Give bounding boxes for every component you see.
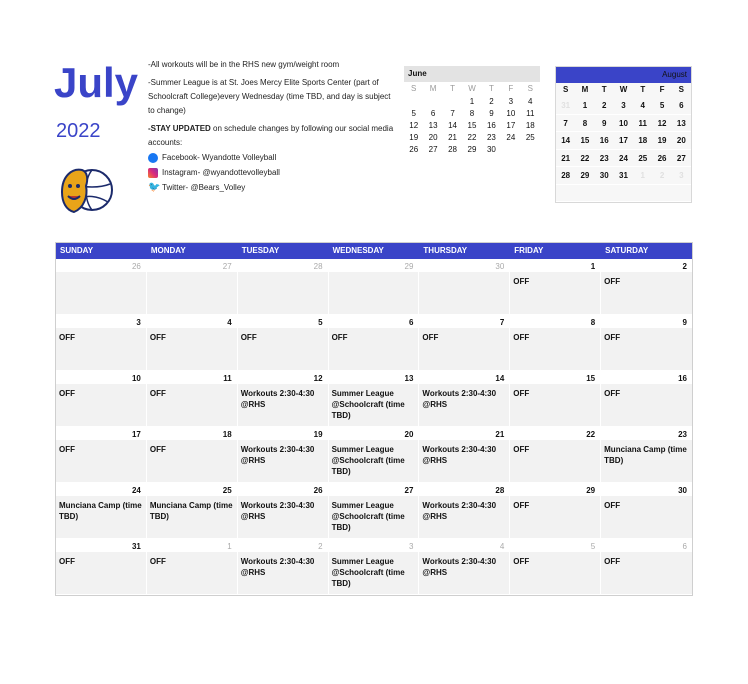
day-event: OFF	[240, 333, 257, 342]
calendar-day-cell[interactable]	[147, 539, 238, 595]
day-number: 28	[419, 483, 509, 496]
june-day	[423, 96, 442, 108]
calendar-day-cell[interactable]	[601, 371, 692, 427]
calendar-week	[56, 483, 692, 539]
june-mini-calendar	[404, 66, 540, 156]
day-header-wednesday: WEDNESDAY	[332, 246, 384, 255]
day-number: 18	[147, 427, 237, 440]
august-day-header: F	[659, 85, 665, 94]
august-day-header: T	[601, 85, 607, 94]
day-number: 5	[238, 315, 328, 328]
june-day: 20	[428, 133, 438, 142]
day-event: Workouts 2:30-4:30 @RHS	[422, 557, 497, 577]
june-day: 26	[409, 145, 419, 154]
august-day-header: T	[640, 85, 646, 94]
day-number: 2	[601, 259, 692, 272]
day-number: 13	[329, 371, 419, 384]
day-number: 29	[510, 483, 600, 496]
day-number: 17	[56, 427, 146, 440]
day-number: 20	[329, 427, 419, 440]
day-number: 27	[329, 483, 419, 496]
june-day: 11	[526, 109, 535, 118]
june-day: 29	[467, 145, 477, 154]
june-day: 8	[469, 109, 475, 118]
august-day-header: M	[581, 85, 589, 94]
note-stay-updated	[148, 122, 398, 150]
day-event: OFF	[149, 557, 166, 566]
calendar-day-cell[interactable]	[56, 371, 147, 427]
month-title: July	[54, 59, 139, 106]
june-day: 10	[506, 109, 516, 118]
august-day: 22	[575, 150, 594, 168]
day-event: Summer League @Schoolcraft (time TBD)	[331, 557, 405, 588]
august-day: 4	[633, 97, 652, 115]
june-day-header: W	[468, 84, 476, 93]
day-number: 4	[147, 315, 237, 328]
calendar-day-cell[interactable]	[329, 259, 420, 315]
august-day: 27	[672, 150, 691, 168]
august-day: 3	[672, 167, 691, 185]
day-number: 3	[56, 315, 146, 328]
june-grid	[404, 84, 540, 156]
calendar-day-cell[interactable]	[147, 259, 238, 315]
august-day: 14	[556, 132, 575, 150]
august-title: August	[556, 67, 691, 83]
calendar-day-cell[interactable]	[601, 259, 692, 315]
twitter-icon: 🐦	[148, 181, 161, 193]
august-day: 29	[575, 167, 594, 185]
day-event: Workouts 2:30-4:30 @RHS	[422, 501, 497, 521]
august-day: 12	[652, 115, 671, 133]
june-day-header: T	[488, 84, 494, 93]
august-day: 20	[672, 132, 691, 150]
day-event: OFF	[513, 445, 530, 454]
august-day-header: S	[562, 85, 569, 94]
day-event: OFF	[604, 333, 621, 342]
august-day: 24	[614, 150, 633, 168]
day-number: 15	[510, 371, 600, 384]
day-number: 31	[56, 539, 146, 552]
social-twitter[interactable]	[148, 180, 398, 195]
june-day: 2	[489, 97, 494, 106]
august-day: 16	[595, 132, 614, 150]
calendar-day-cell[interactable]	[147, 483, 238, 539]
june-day: 25	[525, 133, 535, 142]
facebook-icon	[148, 153, 158, 163]
day-event: Munciana Camp (time TBD)	[604, 445, 687, 465]
day-number: 6	[601, 539, 692, 552]
day-event: Summer League @Schoolcraft (time TBD)	[331, 389, 405, 420]
day-header-tuesday: TUESDAY	[241, 246, 280, 255]
june-day: 23	[486, 133, 496, 142]
august-day: 10	[614, 115, 633, 133]
day-number: 29	[329, 259, 419, 272]
day-header-monday: MONDAY	[150, 246, 186, 255]
calendar-day-cell[interactable]	[510, 539, 601, 595]
year-title: 2022	[56, 120, 101, 142]
day-event: Munciana Camp (time TBD)	[59, 501, 142, 521]
day-event: OFF	[513, 277, 530, 286]
day-header-saturday: SATURDAY	[605, 246, 649, 255]
day-event: Summer League @Schoolcraft (time TBD)	[331, 501, 405, 532]
june-day: 14	[448, 121, 458, 130]
august-day: 17	[614, 132, 633, 150]
day-number: 12	[238, 371, 328, 384]
june-day: 22	[467, 133, 477, 142]
june-day: 15	[467, 121, 477, 130]
day-event: OFF	[149, 389, 166, 398]
august-day: 2	[652, 167, 671, 185]
day-number: 24	[56, 483, 146, 496]
day-event	[329, 272, 419, 280]
day-event: OFF	[513, 333, 530, 342]
august-day: 3	[614, 97, 633, 115]
calendar-day-cell[interactable]	[510, 259, 601, 315]
calendar-day-cell[interactable]	[419, 315, 510, 371]
august-day-header: S	[678, 85, 685, 94]
august-day: 21	[556, 150, 575, 168]
day-event: OFF	[149, 333, 166, 342]
day-event: Summer League @Schoolcraft (time TBD)	[331, 445, 405, 476]
calendar-day-cell[interactable]	[238, 539, 329, 595]
june-title: June	[404, 66, 540, 82]
calendar-body	[56, 259, 692, 595]
august-day: 1	[633, 167, 652, 185]
social-instagram[interactable]	[148, 165, 398, 180]
stay-updated-label: -STAY UPDATED	[148, 124, 211, 133]
instagram-icon	[148, 168, 158, 178]
day-event: OFF	[149, 445, 166, 454]
june-day: 5	[411, 109, 416, 118]
day-event: OFF	[59, 445, 75, 454]
calendar-day-cell[interactable]	[510, 315, 601, 371]
day-number: 16	[601, 371, 692, 384]
day-number: 7	[419, 315, 509, 328]
june-day: 27	[428, 145, 438, 154]
day-number: 19	[238, 427, 328, 440]
june-day: 12	[409, 121, 419, 130]
calendar-day-cell[interactable]	[56, 427, 147, 483]
day-number: 27	[147, 259, 237, 272]
day-number: 30	[419, 259, 509, 272]
calendar-day-cell[interactable]	[147, 427, 238, 483]
calendar-day-cell[interactable]	[601, 539, 692, 595]
note-gym: -All workouts will be in the RHS new gym/weight room	[148, 60, 340, 69]
august-day: 7	[556, 115, 575, 133]
june-day: 16	[486, 121, 496, 130]
stay-updated-text: on schedule changes by following our social media accounts:	[148, 124, 394, 147]
june-day	[501, 144, 520, 156]
calendar-day-cell[interactable]	[329, 427, 420, 483]
calendar-day-cell[interactable]	[238, 371, 329, 427]
day-event: OFF	[604, 389, 621, 398]
calendar-day-cell[interactable]	[419, 427, 510, 483]
august-day	[575, 185, 594, 203]
august-day: 13	[672, 115, 691, 133]
calendar-day-cell[interactable]	[419, 539, 510, 595]
bear-volleyball-logo-icon	[58, 162, 114, 218]
june-day-header: S	[527, 84, 533, 93]
calendar-day-cell[interactable]	[147, 315, 238, 371]
june-day: 18	[525, 121, 535, 130]
day-event: OFF	[604, 277, 621, 286]
calendar-day-cell[interactable]	[510, 371, 601, 427]
june-day	[521, 144, 540, 156]
august-day	[633, 185, 652, 203]
calendar-day-cell[interactable]	[56, 539, 147, 595]
day-number: 10	[56, 371, 146, 384]
calendar-day-cell[interactable]	[238, 483, 329, 539]
august-day: 31	[556, 97, 575, 115]
day-number: 8	[510, 315, 600, 328]
day-number: 30	[601, 483, 692, 496]
june-day-header: M	[429, 84, 437, 93]
day-event: OFF	[59, 557, 75, 566]
june-day: 28	[448, 145, 458, 154]
calendar-day-cell[interactable]	[329, 539, 420, 595]
august-day: 25	[633, 150, 652, 168]
calendar-week	[56, 371, 692, 427]
calendar-day-cell[interactable]	[329, 315, 420, 371]
calendar-week	[56, 259, 692, 315]
june-day: 24	[506, 133, 516, 142]
june-day: 17	[506, 121, 516, 130]
june-day-header: F	[508, 84, 514, 93]
day-event	[238, 272, 328, 280]
day-event: Workouts 2:30-4:30 @RHS	[422, 389, 497, 409]
day-event	[147, 272, 237, 280]
day-event: Workouts 2:30-4:30 @RHS	[240, 501, 315, 521]
august-day: 31	[614, 167, 633, 185]
august-day	[614, 185, 633, 203]
day-event: OFF	[513, 389, 530, 398]
june-day: 1	[469, 97, 475, 106]
day-event: Munciana Camp (time TBD)	[149, 501, 233, 521]
day-event	[419, 272, 509, 280]
august-day: 8	[575, 115, 594, 133]
august-day: 23	[595, 150, 614, 168]
august-day: 18	[633, 132, 652, 150]
june-day: 19	[409, 133, 419, 142]
calendar-day-cell[interactable]	[329, 483, 420, 539]
day-number: 9	[601, 315, 692, 328]
day-event: OFF	[604, 501, 621, 510]
calendar-day-cell[interactable]	[56, 259, 147, 315]
calendar-day-cell[interactable]	[238, 315, 329, 371]
august-day: 26	[652, 150, 671, 168]
schedule-notes	[148, 58, 398, 195]
calendar-week	[56, 427, 692, 483]
day-event: OFF	[604, 557, 621, 566]
july-calendar	[55, 242, 693, 596]
twitter-text: Twitter- @Bears_Volley	[162, 182, 246, 192]
day-number: 4	[419, 539, 509, 552]
day-number: 14	[419, 371, 509, 384]
day-number: 21	[419, 427, 509, 440]
june-day-header: T	[450, 84, 455, 93]
day-number: 6	[329, 315, 419, 328]
june-day	[404, 96, 423, 108]
august-day: 11	[633, 115, 652, 133]
august-day: 6	[672, 97, 691, 115]
day-event: OFF	[331, 333, 348, 342]
instagram-text: Instagram- @wyandottevolleyball	[162, 167, 280, 177]
calendar-day-cell[interactable]	[510, 483, 601, 539]
day-number: 25	[147, 483, 237, 496]
calendar-day-cell[interactable]	[147, 371, 238, 427]
day-event: OFF	[513, 557, 530, 566]
day-event: Workouts 2:30-4:30 @RHS	[240, 445, 315, 465]
day-event: OFF	[59, 333, 75, 342]
day-event: Workouts 2:30-4:30 @RHS	[240, 557, 315, 577]
june-day: 7	[450, 109, 455, 118]
august-day	[595, 185, 614, 203]
calendar-day-cell[interactable]	[56, 315, 147, 371]
august-mini-calendar	[555, 66, 692, 203]
social-facebook[interactable]	[148, 150, 398, 165]
day-number: 26	[56, 259, 146, 272]
august-day	[652, 185, 671, 203]
day-event: Workouts 2:30-4:30 @RHS	[240, 389, 315, 409]
day-event	[56, 272, 146, 280]
calendar-day-cell[interactable]	[601, 427, 692, 483]
june-day: 3	[508, 97, 514, 106]
calendar-day-cell[interactable]	[601, 483, 692, 539]
calendar-day-cell[interactable]	[329, 371, 420, 427]
day-number: 28	[238, 259, 328, 272]
june-day: 6	[430, 109, 436, 118]
day-number: 5	[510, 539, 600, 552]
calendar-day-cell[interactable]	[419, 259, 510, 315]
day-number: 26	[238, 483, 328, 496]
calendar-week	[56, 539, 692, 595]
calendar-day-cell[interactable]	[56, 483, 147, 539]
calendar-week	[56, 315, 692, 371]
june-day: 4	[528, 97, 533, 106]
day-number: 22	[510, 427, 600, 440]
calendar-day-cell[interactable]	[510, 427, 601, 483]
june-day	[443, 96, 462, 108]
calendar-day-cell[interactable]	[601, 315, 692, 371]
calendar-day-cell[interactable]	[238, 259, 329, 315]
day-event: OFF	[513, 501, 530, 510]
day-number: 1	[510, 259, 600, 272]
day-number: 11	[147, 371, 237, 384]
day-header-thursday: THURSDAY	[423, 246, 468, 255]
august-day	[556, 185, 575, 203]
august-day: 30	[595, 167, 614, 185]
june-day: 13	[428, 121, 438, 130]
day-header-friday: FRIDAY	[514, 246, 544, 255]
note-summer-league: -Summer League is at St. Joes Mercy Elite Sports Center (part of Schoolcraft College)every Wednesday (time TBD, and day is subject to change)	[148, 78, 391, 115]
june-day: 21	[448, 133, 458, 142]
day-header-sunday: SUNDAY	[60, 246, 94, 255]
day-event: OFF	[59, 389, 75, 398]
day-number: 2	[238, 539, 328, 552]
calendar-day-headers	[56, 243, 692, 259]
august-day: 1	[575, 97, 594, 115]
day-event: Workouts 2:30-4:30 @RHS	[422, 445, 497, 465]
calendar-day-cell[interactable]	[238, 427, 329, 483]
day-number: 23	[601, 427, 692, 440]
august-day-header: W	[619, 85, 628, 94]
june-day: 9	[489, 109, 494, 118]
august-day: 28	[556, 167, 575, 185]
facebook-text: Facebook- Wyandotte Volleyball	[162, 152, 277, 162]
calendar-day-cell[interactable]	[419, 483, 510, 539]
calendar-day-cell[interactable]	[419, 371, 510, 427]
june-day-header: S	[411, 84, 417, 93]
day-event: OFF	[422, 333, 439, 342]
august-day	[672, 185, 691, 203]
august-day: 5	[652, 97, 671, 115]
august-day: 15	[575, 132, 594, 150]
august-day: 2	[595, 97, 614, 115]
august-day: 19	[652, 132, 671, 150]
june-day: 30	[486, 145, 496, 154]
day-number: 3	[329, 539, 419, 552]
august-day: 9	[595, 115, 614, 133]
day-number: 1	[147, 539, 237, 552]
august-grid	[556, 83, 691, 202]
